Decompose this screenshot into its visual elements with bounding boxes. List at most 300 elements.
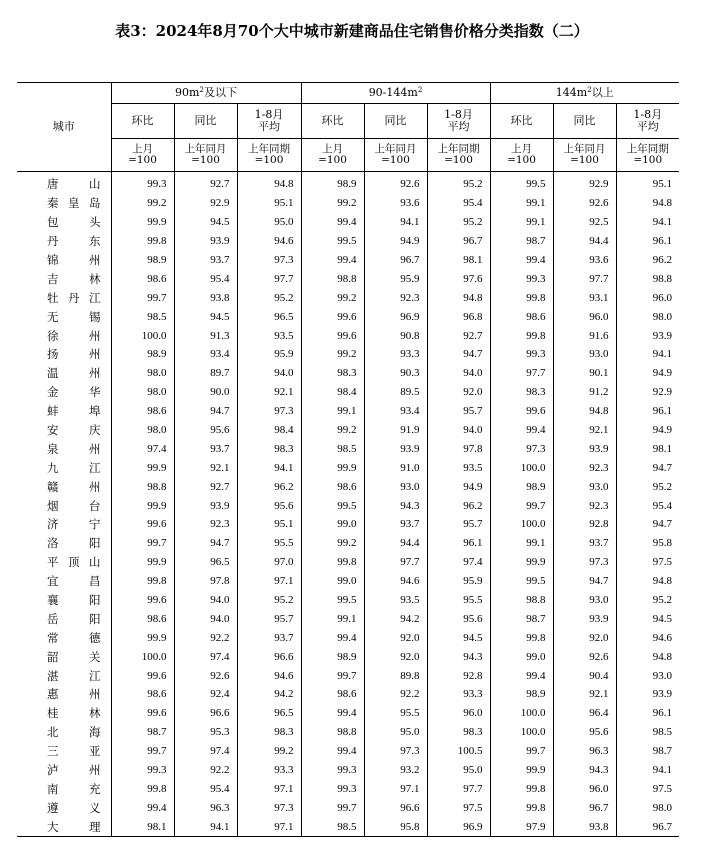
index-value-cell: 94.7 bbox=[427, 345, 490, 364]
city-cell: 锦州 bbox=[47, 253, 101, 267]
index-value-cell: 94.4 bbox=[364, 534, 427, 553]
index-value-cell: 99.4 bbox=[301, 213, 364, 232]
index-value-cell: 98.7 bbox=[616, 742, 679, 761]
index-value-cell: 94.6 bbox=[364, 572, 427, 591]
index-value-cell: 97.1 bbox=[237, 780, 301, 799]
table-row bbox=[17, 213, 679, 232]
index-value-cell: 95.5 bbox=[364, 704, 427, 723]
index-value-cell: 98.1 bbox=[427, 251, 490, 270]
index-value-cell: 93.0 bbox=[553, 591, 616, 610]
index-value-cell: 93.9 bbox=[616, 685, 679, 704]
index-value-cell: 95.0 bbox=[237, 213, 301, 232]
index-value-cell: 98.6 bbox=[111, 402, 174, 421]
city-cell: 北海 bbox=[47, 725, 101, 740]
index-value-cell: 98.4 bbox=[237, 421, 301, 440]
subcol-header: 1-8月 平均 bbox=[616, 104, 679, 139]
index-value-cell: 94.2 bbox=[364, 609, 427, 628]
table-row bbox=[17, 439, 679, 458]
index-value-cell: 93.7 bbox=[237, 628, 301, 647]
index-value-cell: 99.7 bbox=[111, 288, 174, 307]
index-value-cell: 99.9 bbox=[111, 628, 174, 647]
city-cell: 唐山 bbox=[47, 177, 101, 192]
index-value-cell: 95.4 bbox=[174, 780, 237, 799]
index-value-cell: 99.3 bbox=[301, 780, 364, 799]
city-cell: 秦皇岛 bbox=[47, 196, 101, 211]
table-row bbox=[17, 515, 679, 534]
index-value-cell: 98.8 bbox=[301, 723, 364, 742]
index-value-cell: 95.2 bbox=[237, 591, 301, 610]
index-value-cell: 97.3 bbox=[237, 402, 301, 421]
index-value-cell: 92.0 bbox=[427, 383, 490, 402]
index-value-cell: 96.3 bbox=[174, 798, 237, 817]
table-row bbox=[17, 591, 679, 610]
index-value-cell: 95.2 bbox=[616, 591, 679, 610]
header-row-groups bbox=[17, 83, 679, 104]
base-header: 上月 =100 bbox=[111, 139, 174, 172]
index-value-cell: 100.0 bbox=[490, 723, 553, 742]
index-value-cell: 94.5 bbox=[427, 628, 490, 647]
city-cell: 丹东 bbox=[47, 234, 101, 249]
index-value-cell: 98.8 bbox=[301, 269, 364, 288]
index-value-cell: 93.9 bbox=[174, 496, 237, 515]
index-value-cell: 92.1 bbox=[174, 458, 237, 477]
table-row bbox=[17, 194, 679, 213]
base-header: 上月 =100 bbox=[301, 139, 364, 172]
index-value-cell: 99.4 bbox=[490, 666, 553, 685]
city-cell: 温州 bbox=[47, 366, 101, 381]
index-value-cell: 97.7 bbox=[490, 364, 553, 383]
table-row bbox=[17, 402, 679, 421]
index-value-cell: 93.5 bbox=[427, 458, 490, 477]
index-value-cell: 98.6 bbox=[111, 609, 174, 628]
index-value-cell: 94.7 bbox=[616, 515, 679, 534]
table-row bbox=[17, 553, 679, 572]
city-cell: 洛阳 bbox=[47, 536, 101, 551]
table-row bbox=[17, 477, 679, 496]
index-value-cell: 93.5 bbox=[364, 591, 427, 610]
index-value-cell: 99.6 bbox=[301, 307, 364, 326]
city-cell: 泉州 bbox=[47, 441, 101, 456]
index-value-cell: 99.5 bbox=[301, 496, 364, 515]
index-value-cell: 94.2 bbox=[237, 685, 301, 704]
index-value-cell: 99.4 bbox=[301, 251, 364, 270]
index-value-cell: 92.6 bbox=[174, 666, 237, 685]
index-value-cell: 99.4 bbox=[490, 251, 553, 270]
subcol-header: 同比 bbox=[364, 104, 427, 139]
index-value-cell: 94.1 bbox=[237, 458, 301, 477]
subcol-header: 环比 bbox=[490, 104, 553, 139]
index-value-cell: 98.3 bbox=[237, 439, 301, 458]
index-value-cell: 99.9 bbox=[111, 553, 174, 572]
index-value-cell: 98.5 bbox=[301, 439, 364, 458]
index-value-cell: 99.8 bbox=[490, 798, 553, 817]
index-value-cell: 93.4 bbox=[174, 345, 237, 364]
city-cell: 扬州 bbox=[47, 347, 101, 362]
header-row-subcols bbox=[17, 104, 679, 139]
index-value-cell: 98.6 bbox=[111, 685, 174, 704]
index-value-cell: 91.6 bbox=[553, 326, 616, 345]
index-value-cell: 96.0 bbox=[553, 780, 616, 799]
index-value-cell: 94.6 bbox=[237, 666, 301, 685]
index-value-cell: 100.0 bbox=[490, 704, 553, 723]
index-value-cell: 99.1 bbox=[490, 534, 553, 553]
index-value-cell: 98.5 bbox=[111, 307, 174, 326]
index-value-cell: 95.1 bbox=[237, 515, 301, 534]
index-value-cell: 98.4 bbox=[301, 383, 364, 402]
index-value-cell: 97.5 bbox=[616, 553, 679, 572]
table-row bbox=[17, 458, 679, 477]
index-value-cell: 97.5 bbox=[616, 780, 679, 799]
table-row bbox=[17, 761, 679, 780]
index-value-cell: 95.1 bbox=[237, 194, 301, 213]
table-row bbox=[17, 232, 679, 251]
table-row bbox=[17, 172, 679, 194]
index-value-cell: 98.5 bbox=[301, 817, 364, 836]
index-value-cell: 97.7 bbox=[553, 269, 616, 288]
city-cell: 蚌埠 bbox=[47, 404, 101, 419]
index-value-cell: 94.7 bbox=[616, 458, 679, 477]
index-value-cell: 99.9 bbox=[490, 761, 553, 780]
index-value-cell: 97.1 bbox=[237, 572, 301, 591]
city-cell: 安庆 bbox=[47, 423, 101, 438]
index-value-cell: 99.2 bbox=[301, 288, 364, 307]
index-value-cell: 94.0 bbox=[174, 591, 237, 610]
city-cell: 赣州 bbox=[47, 479, 101, 494]
index-value-cell: 98.3 bbox=[427, 723, 490, 742]
index-value-cell: 92.0 bbox=[553, 628, 616, 647]
index-value-cell: 100.5 bbox=[427, 742, 490, 761]
index-value-cell: 99.6 bbox=[111, 666, 174, 685]
index-value-cell: 96.6 bbox=[237, 647, 301, 666]
index-value-cell: 99.5 bbox=[301, 232, 364, 251]
index-value-cell: 92.3 bbox=[553, 496, 616, 515]
index-value-cell: 93.6 bbox=[553, 251, 616, 270]
index-value-cell: 99.1 bbox=[301, 609, 364, 628]
index-value-cell: 95.7 bbox=[237, 609, 301, 628]
index-value-cell: 97.7 bbox=[237, 269, 301, 288]
index-value-cell: 97.8 bbox=[174, 572, 237, 591]
index-value-cell: 93.3 bbox=[364, 345, 427, 364]
index-value-cell: 94.8 bbox=[553, 402, 616, 421]
index-value-cell: 94.9 bbox=[616, 364, 679, 383]
table-row bbox=[17, 609, 679, 628]
index-value-cell: 99.6 bbox=[301, 326, 364, 345]
index-value-cell: 93.0 bbox=[364, 477, 427, 496]
index-value-cell: 93.0 bbox=[553, 477, 616, 496]
city-cell: 牡丹江 bbox=[47, 290, 101, 305]
index-value-cell: 95.2 bbox=[616, 477, 679, 496]
index-value-cell: 93.7 bbox=[174, 439, 237, 458]
index-value-cell: 92.1 bbox=[237, 383, 301, 402]
index-value-cell: 96.5 bbox=[237, 704, 301, 723]
index-value-cell: 96.0 bbox=[553, 307, 616, 326]
index-value-cell: 97.4 bbox=[427, 553, 490, 572]
index-value-cell: 97.3 bbox=[237, 798, 301, 817]
table-row bbox=[17, 742, 679, 761]
index-value-cell: 99.7 bbox=[490, 742, 553, 761]
index-value-cell: 99.3 bbox=[490, 269, 553, 288]
index-value-cell: 94.1 bbox=[364, 213, 427, 232]
index-value-cell: 97.9 bbox=[490, 817, 553, 836]
index-value-cell: 94.5 bbox=[174, 213, 237, 232]
index-value-cell: 94.1 bbox=[616, 213, 679, 232]
index-value-cell: 92.3 bbox=[364, 288, 427, 307]
index-value-cell: 93.1 bbox=[553, 288, 616, 307]
index-value-cell: 94.8 bbox=[616, 194, 679, 213]
index-value-cell: 99.8 bbox=[490, 628, 553, 647]
index-value-cell: 99.8 bbox=[490, 326, 553, 345]
index-value-cell: 94.1 bbox=[174, 817, 237, 836]
city-cell: 惠州 bbox=[47, 687, 101, 702]
index-value-cell: 99.8 bbox=[490, 288, 553, 307]
index-value-cell: 97.7 bbox=[427, 780, 490, 799]
index-value-cell: 95.5 bbox=[427, 591, 490, 610]
index-value-cell: 96.7 bbox=[364, 251, 427, 270]
index-value-cell: 98.8 bbox=[616, 269, 679, 288]
index-value-cell: 94.9 bbox=[427, 477, 490, 496]
table-row bbox=[17, 723, 679, 742]
index-value-cell: 97.5 bbox=[427, 798, 490, 817]
index-value-cell: 94.3 bbox=[427, 647, 490, 666]
base-header: 上年同月 =100 bbox=[364, 139, 427, 172]
table-row bbox=[17, 628, 679, 647]
index-value-cell: 96.7 bbox=[616, 817, 679, 836]
city-cell: 常德 bbox=[47, 630, 101, 645]
index-value-cell: 94.8 bbox=[427, 288, 490, 307]
index-value-cell: 99.3 bbox=[490, 345, 553, 364]
index-value-cell: 95.2 bbox=[427, 172, 490, 194]
index-value-cell: 92.2 bbox=[174, 628, 237, 647]
index-value-cell: 96.7 bbox=[553, 798, 616, 817]
index-value-cell: 94.9 bbox=[616, 421, 679, 440]
index-value-cell: 96.3 bbox=[553, 742, 616, 761]
index-value-cell: 96.2 bbox=[427, 496, 490, 515]
index-value-cell: 95.3 bbox=[174, 723, 237, 742]
index-value-cell: 93.0 bbox=[553, 345, 616, 364]
index-value-cell: 99.8 bbox=[111, 572, 174, 591]
index-value-cell: 93.3 bbox=[237, 761, 301, 780]
subcol-header: 同比 bbox=[553, 104, 616, 139]
index-value-cell: 99.8 bbox=[301, 553, 364, 572]
index-value-cell: 99.1 bbox=[301, 402, 364, 421]
index-value-cell: 100.0 bbox=[111, 326, 174, 345]
index-value-cell: 93.4 bbox=[364, 402, 427, 421]
index-value-cell: 97.3 bbox=[490, 439, 553, 458]
index-value-cell: 100.0 bbox=[490, 515, 553, 534]
index-value-cell: 99.5 bbox=[490, 172, 553, 194]
index-value-cell: 97.1 bbox=[364, 780, 427, 799]
city-cell: 无锡 bbox=[47, 309, 101, 324]
index-value-cell: 92.8 bbox=[553, 515, 616, 534]
index-value-cell: 97.3 bbox=[237, 251, 301, 270]
index-value-cell: 92.4 bbox=[174, 685, 237, 704]
index-value-cell: 95.4 bbox=[427, 194, 490, 213]
index-value-cell: 93.5 bbox=[237, 326, 301, 345]
header-row-bases bbox=[17, 139, 679, 172]
index-value-cell: 99.4 bbox=[301, 628, 364, 647]
index-value-cell: 98.5 bbox=[616, 723, 679, 742]
index-value-cell: 95.6 bbox=[427, 609, 490, 628]
index-value-cell: 98.9 bbox=[490, 477, 553, 496]
table-row bbox=[17, 704, 679, 723]
index-value-cell: 96.6 bbox=[174, 704, 237, 723]
index-value-cell: 95.4 bbox=[174, 269, 237, 288]
index-value-cell: 98.9 bbox=[111, 251, 174, 270]
index-value-cell: 95.6 bbox=[553, 723, 616, 742]
city-cell: 包头 bbox=[47, 215, 101, 230]
index-value-cell: 98.0 bbox=[111, 364, 174, 383]
index-value-cell: 89.8 bbox=[364, 666, 427, 685]
index-value-cell: 96.7 bbox=[427, 232, 490, 251]
table-row bbox=[17, 269, 679, 288]
group-header: $90-144m^2$ bbox=[301, 83, 490, 104]
index-value-cell: 99.8 bbox=[111, 780, 174, 799]
index-value-cell: 93.9 bbox=[553, 439, 616, 458]
index-value-cell: 94.3 bbox=[553, 761, 616, 780]
index-value-cell: 92.9 bbox=[553, 172, 616, 194]
index-value-cell: 98.9 bbox=[301, 172, 364, 194]
table-row bbox=[17, 288, 679, 307]
index-value-cell: 94.6 bbox=[237, 232, 301, 251]
index-value-cell: 93.9 bbox=[616, 326, 679, 345]
index-value-cell: 98.1 bbox=[616, 439, 679, 458]
index-value-cell: 99.2 bbox=[301, 421, 364, 440]
index-value-cell: 98.3 bbox=[301, 364, 364, 383]
index-value-cell: 93.8 bbox=[553, 817, 616, 836]
index-value-cell: 98.9 bbox=[111, 345, 174, 364]
index-value-cell: 96.5 bbox=[237, 307, 301, 326]
index-value-cell: 96.0 bbox=[616, 288, 679, 307]
index-value-cell: 95.2 bbox=[427, 213, 490, 232]
index-value-cell: 97.0 bbox=[237, 553, 301, 572]
index-value-cell: 99.5 bbox=[301, 591, 364, 610]
city-cell: 九江 bbox=[47, 460, 101, 475]
index-value-cell: 92.7 bbox=[427, 326, 490, 345]
index-value-cell: 92.0 bbox=[364, 647, 427, 666]
index-value-cell: 97.3 bbox=[364, 742, 427, 761]
index-value-cell: 99.4 bbox=[490, 421, 553, 440]
index-value-cell: 99.4 bbox=[301, 742, 364, 761]
index-value-cell: 93.9 bbox=[553, 609, 616, 628]
city-cell: 岳阳 bbox=[47, 611, 101, 626]
index-value-cell: 98.8 bbox=[490, 591, 553, 610]
index-value-cell: 94.7 bbox=[174, 534, 237, 553]
index-value-cell: 92.0 bbox=[364, 628, 427, 647]
group-header: $90m^2$及以下 bbox=[111, 83, 301, 104]
index-value-cell: 96.6 bbox=[364, 798, 427, 817]
city-cell: 三亚 bbox=[47, 744, 101, 759]
index-value-cell: 90.1 bbox=[553, 364, 616, 383]
index-value-cell: 95.5 bbox=[237, 534, 301, 553]
index-value-cell: 99.9 bbox=[301, 458, 364, 477]
index-value-cell: 95.9 bbox=[364, 269, 427, 288]
index-value-cell: 94.8 bbox=[616, 647, 679, 666]
index-value-cell: 99.8 bbox=[111, 232, 174, 251]
base-header: 上年同月 =100 bbox=[553, 139, 616, 172]
index-value-cell: 89.7 bbox=[174, 364, 237, 383]
base-header: 上年同期 =100 bbox=[616, 139, 679, 172]
city-cell: 大理 bbox=[17, 817, 111, 836]
index-value-cell: 95.9 bbox=[237, 345, 301, 364]
index-value-cell: 95.0 bbox=[364, 723, 427, 742]
index-value-cell: 93.8 bbox=[174, 288, 237, 307]
city-cell: 湛江 bbox=[47, 668, 101, 683]
index-value-cell: 98.7 bbox=[490, 232, 553, 251]
index-value-cell: 99.0 bbox=[301, 572, 364, 591]
index-value-cell: 99.5 bbox=[490, 572, 553, 591]
city-cell: 平顶山 bbox=[47, 555, 101, 570]
table-row bbox=[17, 251, 679, 270]
index-value-cell: 96.1 bbox=[616, 232, 679, 251]
city-cell: 徐州 bbox=[47, 328, 101, 343]
index-value-cell: 95.7 bbox=[427, 515, 490, 534]
index-value-cell: 91.9 bbox=[364, 421, 427, 440]
index-value-cell: 98.6 bbox=[490, 307, 553, 326]
table-row bbox=[17, 685, 679, 704]
index-value-cell: 98.7 bbox=[111, 723, 174, 742]
index-value-cell: 92.3 bbox=[553, 458, 616, 477]
index-value-cell: 95.1 bbox=[616, 172, 679, 194]
index-value-cell: 97.8 bbox=[427, 439, 490, 458]
index-value-cell: 99.6 bbox=[111, 515, 174, 534]
table-row bbox=[17, 798, 679, 817]
table-row bbox=[17, 383, 679, 402]
index-value-cell: 97.1 bbox=[237, 817, 301, 836]
index-value-cell: 97.4 bbox=[111, 439, 174, 458]
index-value-cell: 96.9 bbox=[364, 307, 427, 326]
index-value-cell: 99.2 bbox=[301, 194, 364, 213]
table-row bbox=[17, 817, 679, 836]
index-value-cell: 98.0 bbox=[616, 307, 679, 326]
index-value-cell: 92.9 bbox=[174, 194, 237, 213]
index-value-cell: 92.8 bbox=[427, 666, 490, 685]
index-value-cell: 96.9 bbox=[427, 817, 490, 836]
index-value-cell: 99.7 bbox=[301, 666, 364, 685]
index-value-cell: 99.2 bbox=[237, 742, 301, 761]
city-cell: 济宁 bbox=[47, 517, 101, 532]
city-cell: 烟台 bbox=[47, 498, 101, 513]
city-cell: 遵义 bbox=[47, 800, 101, 815]
index-value-cell: 96.2 bbox=[616, 251, 679, 270]
index-value-cell: 98.6 bbox=[301, 685, 364, 704]
index-value-cell: 96.1 bbox=[616, 704, 679, 723]
index-value-cell: 90.0 bbox=[174, 383, 237, 402]
index-value-cell: 92.7 bbox=[174, 172, 237, 194]
index-value-cell: 92.1 bbox=[553, 685, 616, 704]
index-value-cell: 94.4 bbox=[553, 232, 616, 251]
index-value-cell: 99.2 bbox=[301, 345, 364, 364]
index-value-cell: 90.3 bbox=[364, 364, 427, 383]
index-value-cell: 99.7 bbox=[490, 496, 553, 515]
city-cell: 金华 bbox=[47, 385, 101, 400]
index-value-cell: 98.0 bbox=[111, 421, 174, 440]
index-value-cell: 99.0 bbox=[490, 647, 553, 666]
index-value-cell: 96.4 bbox=[553, 704, 616, 723]
index-value-cell: 95.9 bbox=[427, 572, 490, 591]
index-value-cell: 99.7 bbox=[301, 798, 364, 817]
index-value-cell: 97.3 bbox=[553, 553, 616, 572]
subcol-header: 1-8月 平均 bbox=[427, 104, 490, 139]
index-value-cell: 96.2 bbox=[237, 477, 301, 496]
index-value-cell: 98.0 bbox=[616, 798, 679, 817]
table-body bbox=[17, 172, 679, 837]
group-header: $144m^2$以上 bbox=[490, 83, 679, 104]
table-row bbox=[17, 534, 679, 553]
index-value-cell: 90.4 bbox=[553, 666, 616, 685]
index-value-cell: 98.6 bbox=[301, 477, 364, 496]
index-value-cell: 96.5 bbox=[174, 553, 237, 572]
index-value-cell: 94.0 bbox=[237, 364, 301, 383]
